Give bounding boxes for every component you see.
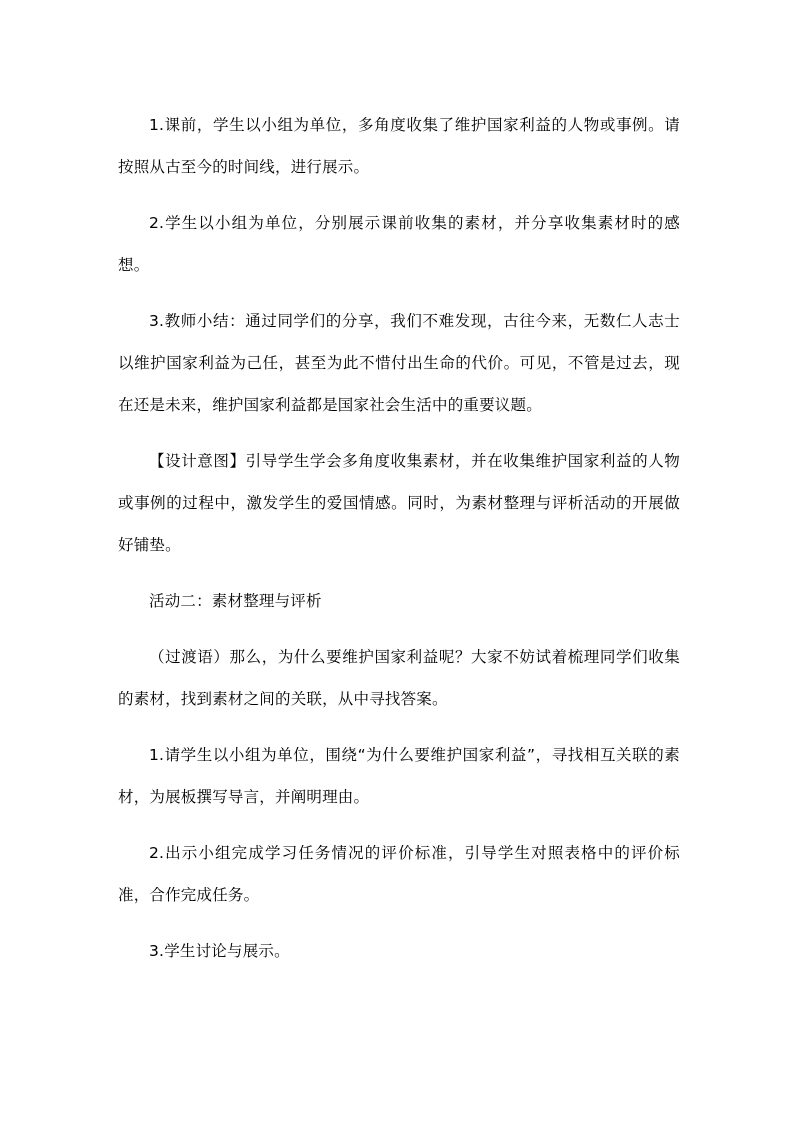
paragraph-task-three: 3.学生讨论与展示。 (149, 942, 290, 960)
paragraph-group-showcase: 2.学生以小组为单位，分别展示课前收集的素材，并分享收集素材时的感想。 (118, 214, 680, 274)
paragraph-pre-class-collection: 1.课前，学生以小组为单位，多角度收集了维护国家利益的人物或事例。请按照从古至今的时间线，进行展示。 (118, 116, 680, 176)
paragraph-teacher-summary: 3.教师小结：通过同学们的分享，我们不难发现，古往今来，无数仁人志士以维护国家利益为己任，甚至为此不惜付出生命的代价。可见，不管是过去，现在还是未来，维护国家利益都是国家社会生活中的重要议题。 (118, 312, 680, 414)
activity-two-heading: 活动二：素材整理与评析 (149, 592, 322, 610)
paragraph-transition: （过渡语）那么，为什么要维护国家利益呢？大家不妨试着梳理同学们收集的素材，找到素材之间的关联，从中寻找答案。 (118, 648, 680, 708)
paragraph-task-one: 1.请学生以小组为单位，围绕“为什么要维护国家利益”，寻找相互关联的素材，为展板撰写导言，并阐明理由。 (118, 746, 680, 806)
paragraph-task-two: 2.出示小组完成学习任务情况的评价标准，引导学生对照表格中的评价标准，合作完成任务。 (118, 844, 680, 904)
paragraph-design-intent: 【设计意图】引导学生学会多角度收集素材，并在收集维护国家利益的人物或事例的过程中，激发学生的爱国情感。同时，为素材整理与评析活动的开展做好铺垫。 (118, 452, 680, 554)
